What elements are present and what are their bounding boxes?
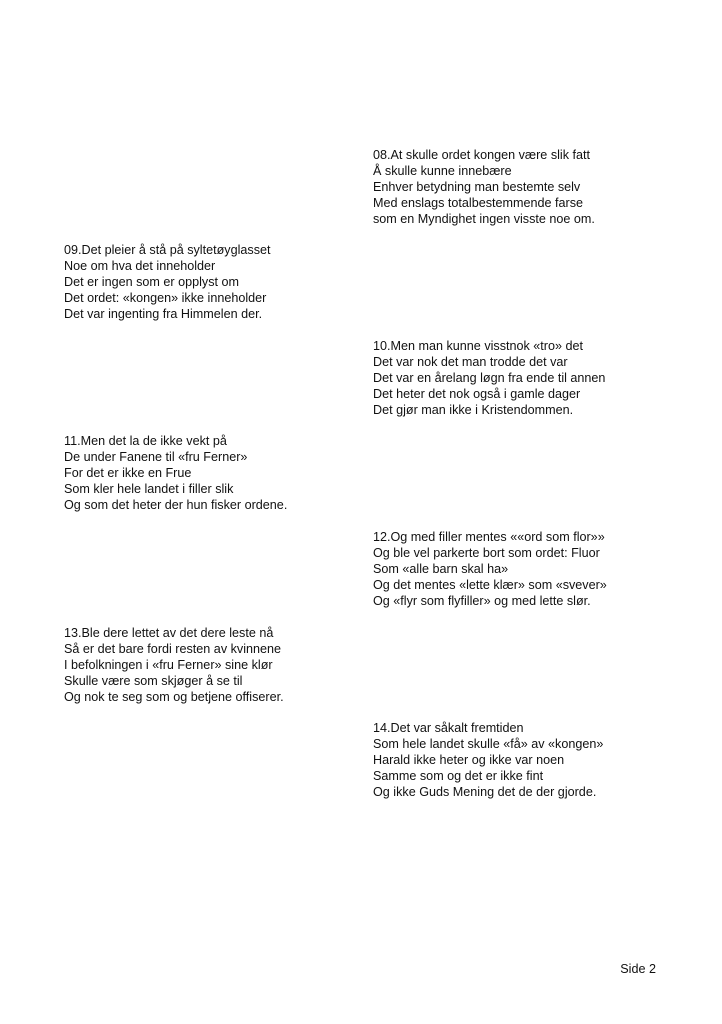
stanza-line: Og som det heter der hun fisker ordene. (64, 498, 288, 512)
stanza-line: Som kler hele landet i filler slik (64, 482, 234, 496)
stanza-line: Med enslags totalbestemmende farse (373, 196, 584, 210)
stanza-line: For det er ikke en Frue (64, 466, 192, 480)
stanza-10 (373, 338, 703, 418)
stanza-11 (64, 433, 394, 513)
stanza-line: De under Fanene til «fru Ferner» (64, 450, 248, 464)
stanza-line: Og det mentes «lette klær» som «svever» (373, 578, 607, 592)
stanza-line: Det heter det nok også i gamle dager (373, 387, 581, 401)
stanza-08 (373, 147, 703, 227)
stanza-line: Det er ingen som er opplyst om (64, 275, 239, 289)
stanza-line: Skulle være som skjøger å se til (64, 674, 243, 688)
stanza-line: Det gjør man ikke i Kristendommen. (373, 403, 574, 417)
stanza-09 (64, 242, 394, 322)
stanza-line: Samme som og det er ikke fint (373, 769, 544, 783)
stanza-line: Noe om hva det inneholder (64, 259, 216, 273)
stanza-line: som en Myndighet ingen visste noe om. (373, 212, 595, 226)
stanza-line: Det ordet: «kongen» ikke inneholder (64, 291, 267, 305)
stanza-line: Harald ikke heter og ikke var noen (373, 753, 565, 767)
stanza-line: Og ikke Guds Mening det de der gjorde. (373, 785, 597, 799)
stanza-line: Som hele landet skulle «få» av «kongen» (373, 737, 604, 751)
stanza-12 (373, 529, 703, 609)
stanza-line: Og ble vel parkerte bort som ordet: Fluor (373, 546, 600, 560)
stanza-line: Det var en årelang løgn fra ende til annen (373, 371, 606, 385)
stanza-13 (64, 625, 394, 705)
stanza-line: I befolkningen i «fru Ferner» sine klør (64, 658, 273, 672)
stanza-line: Som «alle barn skal ha» (373, 562, 509, 576)
stanza-line: Å skulle kunne innebære (373, 164, 512, 178)
stanza-line: 11.Men det la de ikke vekt på (64, 434, 227, 448)
stanza-line: 14.Det var såkalt fremtiden (373, 721, 524, 735)
stanza-line: Og nok te seg som og betjene offiserer. (64, 690, 284, 704)
stanza-line: Det var ingenting fra Himmelen der. (64, 307, 263, 321)
page-number: Side 2 (620, 962, 656, 976)
stanza-line: Det var nok det man trodde det var (373, 355, 568, 369)
stanza-line: 09.Det pleier å stå på syltetøyglasset (64, 243, 271, 257)
stanza-line: 08.At skulle ordet kongen være slik fatt (373, 148, 591, 162)
stanza-14 (373, 720, 703, 800)
stanza-line: Enhver betydning man bestemte selv (373, 180, 581, 194)
stanza-line: 13.Ble dere lettet av det dere leste nå (64, 626, 274, 640)
stanza-line: Og «flyr som flyfiller» og med lette slør. (373, 594, 591, 608)
stanza-line: 10.Men man kunne visstnok «tro» det (373, 339, 584, 353)
stanza-line: Så er det bare fordi resten av kvinnene (64, 642, 282, 656)
stanza-line: 12.Og med filler mentes ««ord som flor»» (373, 530, 605, 544)
